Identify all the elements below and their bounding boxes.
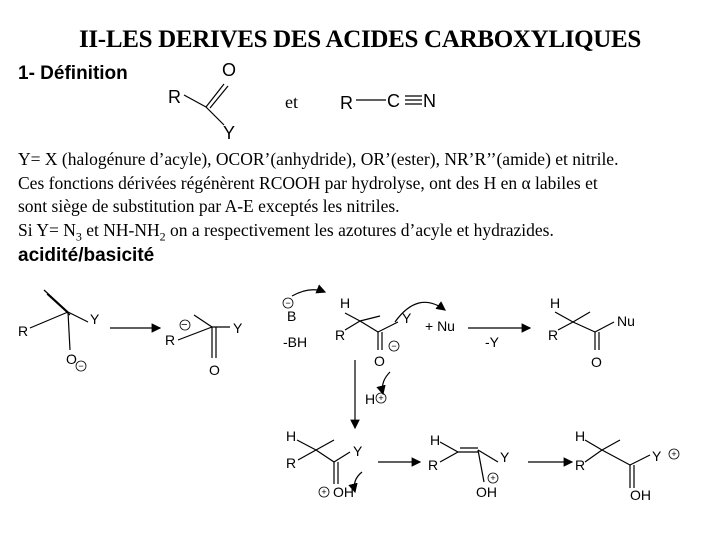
- svg-text:H: H: [430, 432, 441, 448]
- svg-text:H: H: [286, 428, 297, 444]
- svg-text:R: R: [165, 332, 176, 348]
- def-r2-label: R: [340, 93, 353, 113]
- svg-text:OH: OH: [333, 484, 354, 500]
- svg-text:Y: Y: [90, 311, 100, 327]
- svg-text:O: O: [374, 353, 385, 369]
- paragraph-line-3: sont siège de substitution par A-E exceptés les nitriles.: [18, 196, 400, 216]
- svg-text:H: H: [550, 295, 561, 311]
- alpha-symbol: α: [521, 172, 531, 193]
- def-c-label: C: [387, 91, 400, 111]
- def-et-label: et: [285, 92, 298, 112]
- svg-text:+: +: [321, 487, 327, 497]
- svg-text:H: H: [575, 428, 586, 444]
- svg-text:H: H: [365, 391, 376, 407]
- svg-text:+: +: [378, 393, 384, 403]
- svg-text:OH: OH: [630, 487, 651, 503]
- svg-text:R: R: [548, 327, 559, 343]
- svg-text:H: H: [340, 295, 351, 311]
- paragraph-line-1: Y= X (halogénure d’acyle), OCOR’(anhydride), OR’(ester), NR’R’’(amide) et nitrile.: [18, 149, 619, 169]
- def-n-label: N: [423, 91, 436, 111]
- svg-text:R: R: [575, 457, 586, 473]
- page-title: II-LES DERIVES DES ACIDES CARBOXYLIQUES: [78, 26, 642, 53]
- svg-text:+: +: [671, 449, 677, 459]
- def-o-label: O: [222, 60, 237, 80]
- paragraph-line-4: Si $Y= N_3$ et $NH-NH_2$ on a respectivement les azotures d’acyle et hydrazides.: [18, 219, 554, 243]
- svg-text:Y: Y: [500, 449, 510, 465]
- def-y-label: Y: [223, 123, 236, 143]
- svg-text:R: R: [286, 455, 297, 471]
- section-acidity-heading: acidité/basicité: [18, 245, 155, 266]
- paragraph-line-2: Ces fonctions dérivées régénèrent RCOOH par hydrolyse, ont des H en α labiles et: [18, 172, 598, 193]
- svg-text:R: R: [18, 323, 29, 339]
- svg-text:OH: OH: [476, 484, 497, 500]
- svg-text:R: R: [335, 327, 346, 343]
- svg-text:B: B: [287, 308, 297, 324]
- svg-text:Y: Y: [402, 310, 412, 326]
- svg-text:+: +: [490, 473, 496, 483]
- def-r-label: R: [168, 87, 181, 107]
- svg-text:Y: Y: [233, 320, 243, 336]
- svg-text:+ Nu: + Nu: [425, 318, 455, 334]
- svg-text:-Y: -Y: [485, 334, 499, 350]
- svg-text:Nu: Nu: [617, 313, 635, 329]
- section-definition-heading: 1- Définition: [18, 63, 128, 84]
- svg-text:−: −: [78, 361, 84, 371]
- svg-text:O: O: [209, 362, 220, 378]
- svg-text:−: −: [285, 298, 291, 308]
- svg-text:O: O: [66, 351, 77, 367]
- svg-text:Y: Y: [353, 443, 363, 459]
- svg-text:R: R: [428, 457, 439, 473]
- svg-text:-BH: -BH: [283, 334, 308, 350]
- svg-text:−: −: [181, 319, 188, 331]
- svg-text:O: O: [591, 354, 602, 370]
- svg-text:−: −: [391, 341, 397, 351]
- svg-text:Y: Y: [652, 448, 662, 464]
